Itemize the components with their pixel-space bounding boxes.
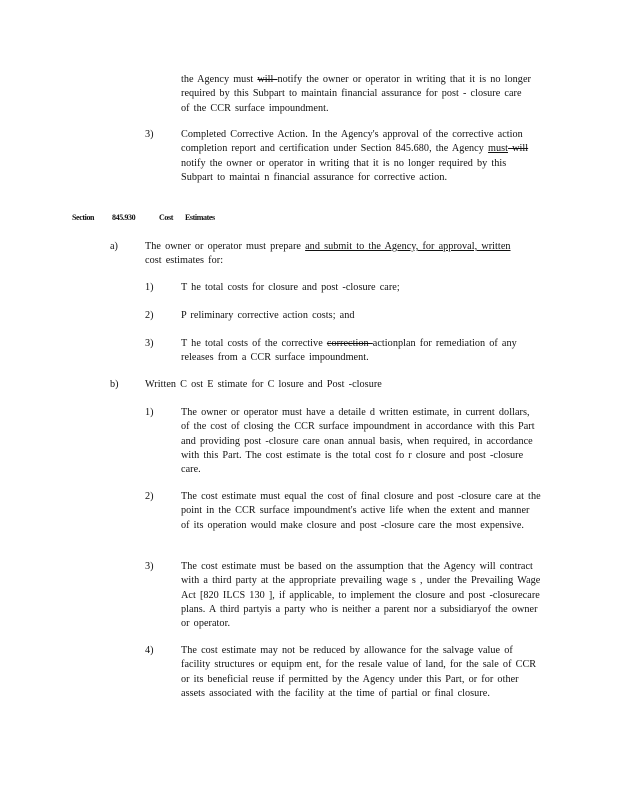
list-item [181, 337, 533, 366]
item-number: 3) [145, 561, 154, 572]
list-item: T he total costs for closure and post -closure care; [181, 282, 400, 293]
item-number: 2) [145, 491, 154, 502]
list-item: P reliminary corrective action costs; and [181, 310, 355, 321]
subsection-letter: a) [110, 241, 118, 252]
list-item: The cost estimate may not be reduced by allowance for the salvage value of facility structures or equipm ent, for the resale value of land, for the sale of CCR or its beneficial reuse if permitted by the Agency under this Part, or for other assets associated with the facility at the time of partial or final closure. [181, 645, 537, 699]
text-run: The owner or operator must prepare [145, 241, 306, 252]
text-run: the Agency must [181, 74, 258, 85]
completed-corrective-action-paragraph [181, 128, 531, 185]
list-item: The cost estimate must be based on the assumption that the Agency will contract with a third party at the appropriate prevailing wage s , under the Prevailing Wage Act [820 ILCS 130 ], if applicable, to implement the closure and post -closurecare plans. A third partyis a party who is neither a parent nor a subsidiaryof the owner or operator. [181, 561, 541, 630]
section-title-word: Estimates [185, 213, 215, 222]
text-run: cost estimates for: [145, 255, 224, 267]
item-number: 1) [145, 407, 154, 418]
item-number: 3) [145, 338, 154, 349]
inserted-text: must [487, 143, 508, 155]
item-number: 1) [145, 282, 154, 293]
text-run: T he total costs of the corrective [181, 338, 327, 349]
item-number: 3) [145, 129, 154, 140]
text-run: notify the owner or operator in writing that it is no longer required by this Subpart to maintai n financial assurance for corrective action. [181, 157, 507, 183]
subsection-b-heading: Written C ost E stimate for C losure and Post -closure [145, 379, 382, 390]
text-run: notify the owner or operator in writing that it is no longer required by this Subpart to maintain financial assurance for post - closure care of the CCR surface impoundment. [181, 74, 531, 114]
list-item: The owner or operator must have a detaile d written estimate, in current dollars, of the cost of closing the CCR surface impoundment in accordance with this Part and providing post -closure care onan annual basis, when required, in accordance with this Part. The cost estimate is the total cost fo r closure and post -closure care. [181, 407, 535, 476]
continuation-paragraph [181, 73, 531, 116]
list-item: The cost estimate must equal the cost of final closure and post -closure care at the point in the CCR surface impoundment's active life when the extent and manner of its operation would make closure and post -closure care the most expensive. [181, 491, 541, 531]
section-title-word: Cost [159, 213, 173, 222]
section-number: 845.930 [112, 213, 136, 222]
deleted-text: correction [326, 338, 373, 349]
item-number: 4) [145, 645, 154, 656]
text-run: actionplan for remediation of any releases from a CCR surface impoundment. [181, 338, 517, 364]
inserted-text: and submit to the Agency, for approval, written [305, 241, 511, 252]
section-label: Section [72, 213, 95, 222]
subsection-letter: b) [110, 379, 119, 390]
deleted-text: will [257, 74, 278, 85]
deleted-text: will [508, 143, 529, 155]
text-run: Completed Corrective Action. In the Agency's approval of the corrective action completion report and certification under Section 845.680, the Agency [181, 129, 523, 155]
subsection-a-paragraph [145, 240, 525, 269]
item-number: 2) [145, 310, 154, 321]
